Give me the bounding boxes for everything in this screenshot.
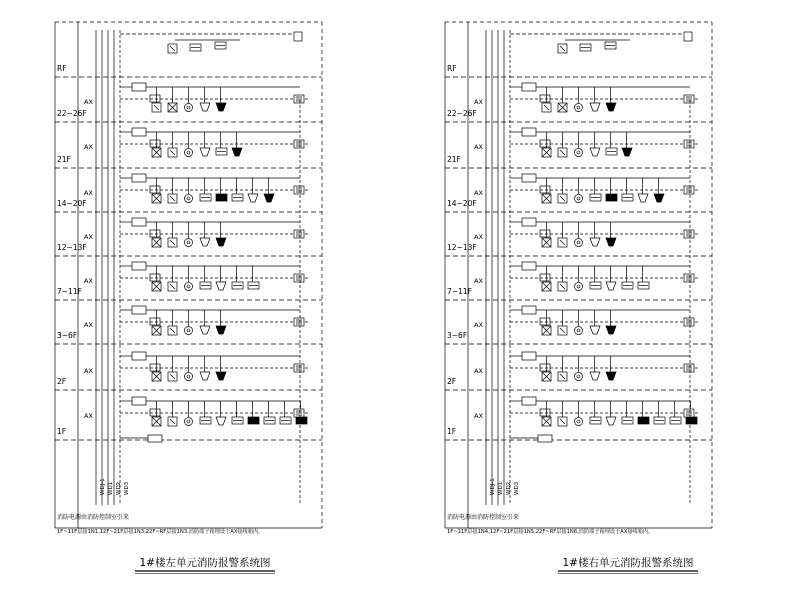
riser-label: WD1 — [498, 481, 504, 495]
floor-control-box — [132, 174, 146, 182]
floor-isolator-box — [540, 95, 550, 102]
alarm-bell-icon — [606, 238, 616, 246]
riser-label: WD2 — [506, 481, 512, 495]
floor-label: 12~13F — [57, 243, 87, 252]
floor-isolator-box — [150, 318, 160, 325]
floor-label: 1F — [447, 427, 457, 436]
diagram-title: 1#楼左单元消防报警系统图 — [139, 557, 271, 569]
power-note-line2: 1F~11F层接1N4,12F~21F层接1N5,22F~RF层接1N6,消防端子箱埋设于AX接线箱内。 — [447, 529, 654, 535]
hydrant-button-icon — [575, 149, 583, 157]
hydrant-button-icon — [185, 373, 193, 381]
broadcast-speaker-icon — [590, 372, 600, 380]
floor-label: 3~6F — [447, 331, 468, 340]
ax-junction-label: AX — [474, 189, 483, 197]
ax-junction-label: AX — [84, 412, 93, 420]
floor-control-box — [522, 128, 536, 136]
ax-junction-label: AX — [84, 143, 93, 151]
roof-fan-icon — [684, 32, 692, 41]
ax-junction-label: AX — [84, 233, 93, 241]
riser-label: WDJ-1 — [100, 478, 106, 495]
floor-control-box — [522, 397, 536, 405]
broadcast-speaker-icon — [638, 194, 648, 202]
left-unit-diagram — [55, 22, 322, 574]
ax-junction-label: AX — [474, 143, 483, 151]
floor-label: 21F — [57, 155, 71, 164]
hydrant-button-icon — [575, 104, 583, 112]
riser-label: WD3 — [514, 481, 520, 495]
floor-isolator-box — [150, 140, 160, 147]
alarm-bell-icon — [654, 194, 664, 202]
alarm-bell-icon — [606, 326, 616, 334]
hydrant-button-icon — [575, 239, 583, 247]
floor-label: 14~20F — [447, 199, 477, 208]
broadcast-speaker-icon — [200, 326, 210, 334]
power-note-line1: 消防电源由消防控制室引来 — [447, 514, 520, 521]
broadcast-speaker-icon — [216, 417, 226, 425]
floor-isolator-box — [540, 230, 550, 237]
hydrant-button-icon — [185, 418, 193, 426]
broadcast-speaker-icon — [248, 194, 258, 202]
alarm-bell-icon — [216, 238, 226, 246]
hydrant-button-icon — [575, 283, 583, 291]
broadcast-speaker-icon — [606, 282, 616, 290]
riser-label: WD1 — [108, 481, 114, 495]
broadcast-speaker-icon — [216, 282, 226, 290]
floor-label: RF — [57, 64, 67, 73]
hydrant-button-icon — [575, 418, 583, 426]
control-module-icon — [638, 417, 649, 424]
ax-junction-label: AX — [84, 321, 93, 329]
hydrant-button-icon — [185, 327, 193, 335]
floor-isolator-box — [150, 409, 160, 416]
floor-control-box — [522, 306, 536, 314]
floor-control-box — [132, 306, 146, 314]
ax-junction-label: AX — [474, 412, 483, 420]
floor-control-box — [522, 262, 536, 270]
alarm-bell-icon — [216, 372, 226, 380]
floor-control-box — [132, 352, 146, 360]
broadcast-speaker-icon — [200, 103, 210, 111]
ax-junction-label: AX — [84, 98, 93, 106]
control-module-icon — [216, 194, 227, 201]
riser-label: WD3 — [124, 481, 130, 495]
alarm-bell-icon — [622, 148, 632, 156]
floor-label: 3~6F — [57, 331, 78, 340]
hydrant-button-icon — [185, 195, 193, 203]
ax-junction-label: AX — [474, 233, 483, 241]
floor-label: 21F — [447, 155, 461, 164]
diagram-title: 1#楼右单元消防报警系统图 — [562, 557, 694, 569]
floor-isolator-box — [540, 318, 550, 325]
floor-control-box — [522, 174, 536, 182]
hydrant-button-icon — [185, 239, 193, 247]
alarm-bell-icon — [606, 372, 616, 380]
floor-label: 7~11F — [447, 287, 472, 296]
floor-label: 2F — [447, 377, 457, 386]
alarm-bell-icon — [232, 148, 242, 156]
floor-isolator-box — [150, 274, 160, 281]
broadcast-speaker-icon — [590, 148, 600, 156]
floor-isolator-box — [150, 95, 160, 102]
floor-control-box — [522, 352, 536, 360]
alarm-bell-icon — [606, 103, 616, 111]
broadcast-speaker-icon — [590, 103, 600, 111]
floor-isolator-box — [540, 409, 550, 416]
ax-junction-label: AX — [474, 98, 483, 106]
floor-isolator-box — [540, 364, 550, 371]
ax-junction-label: AX — [474, 321, 483, 329]
roof-fan-icon — [294, 32, 302, 41]
floor-isolator-box — [150, 230, 160, 237]
hydrant-button-icon — [575, 327, 583, 335]
ax-junction-label: AX — [84, 277, 93, 285]
riser-label: WD2 — [116, 481, 122, 495]
control-module-icon — [248, 417, 259, 424]
floor-isolator-box — [150, 364, 160, 371]
hydrant-button-icon — [185, 104, 193, 112]
floor-label: 22~26F — [57, 109, 87, 118]
floor-isolator-box — [540, 274, 550, 281]
broadcast-speaker-icon — [590, 326, 600, 334]
broadcast-speaker-icon — [606, 417, 616, 425]
ax-junction-label: AX — [474, 277, 483, 285]
floor-label: RF — [447, 64, 457, 73]
ax-junction-label: AX — [474, 367, 483, 375]
ax-junction-label: AX — [84, 189, 93, 197]
floor-control-box — [522, 83, 536, 91]
control-module-icon — [606, 194, 617, 201]
hydrant-button-icon — [575, 195, 583, 203]
floor-control-box — [132, 218, 146, 226]
broadcast-speaker-icon — [200, 238, 210, 246]
floor-label: 14~20F — [57, 199, 87, 208]
floor-control-box — [132, 128, 146, 136]
floor-label: 2F — [57, 377, 67, 386]
floor-isolator-box — [540, 186, 550, 193]
alarm-bell-icon — [216, 326, 226, 334]
alarm-bell-icon — [264, 194, 274, 202]
power-note-line1: 消防电源由消防控制室引来 — [57, 514, 130, 521]
floor-label: 12~13F — [447, 243, 477, 252]
bottom-cabinet-icon — [148, 435, 162, 442]
hydrant-button-icon — [185, 283, 193, 291]
right-unit-diagram — [445, 22, 712, 574]
broadcast-speaker-icon — [200, 148, 210, 156]
floor-label: 7~11F — [57, 287, 82, 296]
broadcast-speaker-icon — [200, 372, 210, 380]
floor-isolator-box — [150, 186, 160, 193]
ax-junction-label: AX — [84, 367, 93, 375]
alarm-bell-icon — [216, 103, 226, 111]
hydrant-button-icon — [185, 149, 193, 157]
floor-control-box — [522, 218, 536, 226]
power-note-line2: 1F~11F层接1N1,12F~21F层接1N3,22F~RF层接1N3,消防端子箱埋设于AX接线箱内。 — [57, 529, 264, 535]
control-module-icon — [686, 417, 697, 424]
control-module-icon — [296, 417, 307, 424]
floor-isolator-box — [540, 140, 550, 147]
riser-label: WDJ-1 — [490, 478, 496, 495]
floor-label: 1F — [57, 427, 67, 436]
floor-control-box — [132, 397, 146, 405]
bottom-cabinet-icon — [538, 435, 552, 442]
floor-control-box — [132, 83, 146, 91]
broadcast-speaker-icon — [590, 238, 600, 246]
floor-control-box — [132, 262, 146, 270]
floor-label: 22~26F — [447, 109, 477, 118]
hydrant-button-icon — [575, 373, 583, 381]
